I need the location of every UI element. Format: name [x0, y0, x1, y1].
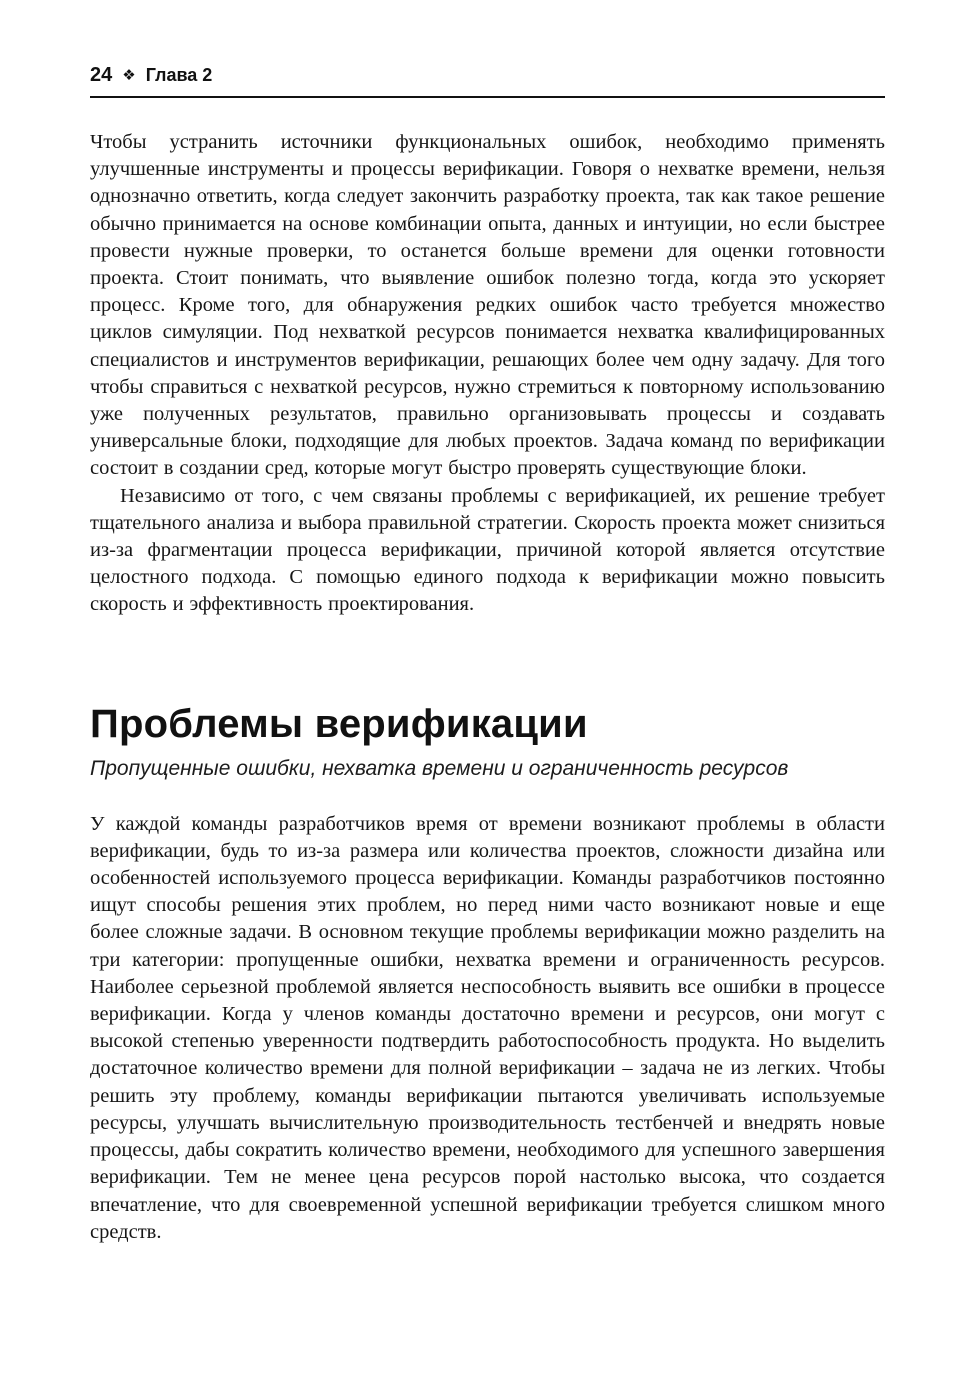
paragraph-strategy: Независимо от того, с чем связаны проблемы с верификацией, их решение требует тщательного анализа и выбора правильной стратегии. Скорость проекта может снизиться из-за фрагментации процесса верификации, причиной которой является отсутствие целостного подхода. С помощью единого подхода к верификации можно повысить скорость и эффективность проектирования.	[90, 484, 885, 616]
paragraph-verification-tools: Чтобы устранить источники функциональных ошибок, необходимо применять улучшенные инструменты и процессы верификации. Говоря о нехватке времени, нельзя однозначно ответить, когда следует закончить разработку проекта, так как такое решение обычно принимается на основе комбинации опыта, данных и интуиции, но если быстрее провести нужные проверки, то останется больше времени для оценки готовности проекта. Стоит понимать, что выявление ошибок полезно тогда, когда это ускоряет процесс. Кроме того, для обнаружения редких ошибок часто требуется множество циклов симуляции. Под нехваткой ресурсов понимается нехватка квалифицированных специалистов и инструментов верификации, решающих более чем одну задачу. Для того чтобы справиться с нехваткой ресурсов, нужно стремиться к повторному использованию уже полученных результатов, правильно организовывать процессы и создавать универсальные блоки, подходящие для любых проектов. Задача команд по верификации состоит в создании сред, которые могут быстро проверять существующие блоки.	[90, 131, 885, 480]
page-body	[90, 98, 885, 1246]
chapter-label: Глава 2	[145, 65, 213, 85]
section-heading: Проблемы верификации	[90, 701, 588, 746]
diamond-icon: ❖	[122, 67, 136, 84]
section-subtitle: Пропущенные ошибки, нехватка времени и ограниченность ресурсов	[90, 756, 789, 780]
page-number: 24	[90, 64, 113, 86]
paragraph-verification-problems: У каждой команды разработчиков время от времени возникают проблемы в области верификации, будь то из-за размера или количества проектов, сложности дизайна или особенностей используемого процесса верификации. Команды разработчиков постоянно ищут способы решения этих проблем, но перед ними часто возникают новые и еще более сложные задачи. В основном текущие проблемы верификации можно разделить на три категории: пропущенные ошибки, нехватка времени и ограниченность ресурсов. Наиболее серьезной проблемой является неспособность выявить все ошибки в процессе верификации. Когда у членов команды достаточно времени и ресурсов, они могут с высокой степенью уверенности подтвердить работоспособность продукта. Но выделить достаточное количество времени для полной верификации – задача не из легких. Чтобы решить эту проблему, команды верификации пытаются увеличивать используемые ресурсы, улучшать вычислительную производительность тестбенчей и внедрять новые процессы, дабы сократить количество времени, необходимого для успешного завершения верификации. Тем не менее цена ресурсов порой настолько высока, что создается впечатление, что для своевременной успешной верификации требуется слишком много средств.	[90, 812, 885, 1243]
running-header	[90, 64, 885, 98]
